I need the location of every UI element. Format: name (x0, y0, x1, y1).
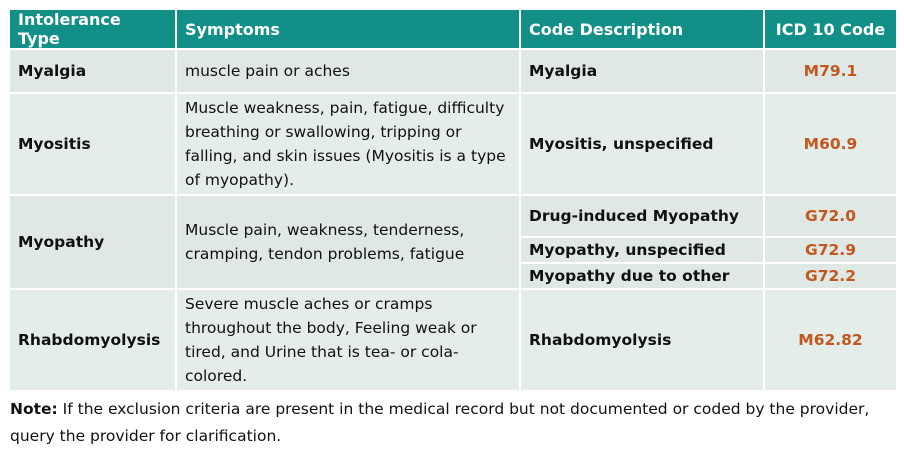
table-row-rhabdomyolysis (9, 289, 897, 391)
intolerance-type-cell: Myalgia (9, 49, 176, 93)
table-row-myalgia (9, 49, 897, 93)
icd-code-cell: G72.2 (764, 263, 897, 289)
code-description-cell: Myositis, unspecified (520, 93, 764, 195)
icd-code-cell: M60.9 (764, 93, 897, 195)
header-icd-code: ICD 10 Code (764, 9, 897, 49)
symptoms-cell: muscle pain or aches (176, 49, 520, 93)
note-label: Note: (10, 400, 58, 418)
symptoms-cell: Severe muscle aches or cramps throughout the body, Feeling weak or tired, and Urine that is tea- or cola-colored. (176, 289, 520, 391)
note-text: If the exclusion criteria are present in the medical record but not documented or coded by the provider, query the provider for clarification. (10, 400, 870, 445)
table-row-myositis (9, 93, 897, 195)
note-paragraph (8, 396, 896, 450)
header-symptoms: Symptoms (176, 9, 520, 49)
header-code-description: Code Description (520, 9, 764, 49)
code-description-cell: Myopathy, unspecified (520, 237, 764, 263)
intolerance-type-cell: Myositis (9, 93, 176, 195)
intolerance-code-document (8, 8, 896, 450)
code-description-cell: Drug-induced Myopathy (520, 195, 764, 237)
code-description-cell: Myopathy due to other (520, 263, 764, 289)
intolerance-type-cell: Rhabdomyolysis (9, 289, 176, 391)
code-description-cell: Myalgia (520, 49, 764, 93)
header-intolerance-type: Intolerance Type (9, 9, 176, 49)
intolerance-type-cell: Myopathy (9, 195, 176, 289)
icd-code-cell: G72.0 (764, 195, 897, 237)
icd-code-cell: M79.1 (764, 49, 897, 93)
table-row-myopathy (9, 195, 897, 237)
icd-code-table (8, 8, 898, 392)
code-description-cell: Rhabdomyolysis (520, 289, 764, 391)
table-header-row (9, 9, 897, 49)
icd-code-cell: M62.82 (764, 289, 897, 391)
icd-code-cell: G72.9 (764, 237, 897, 263)
symptoms-cell: Muscle weakness, pain, fatigue, difficulty breathing or swallowing, tripping or falling, and skin issues (Myositis is a type of myopathy). (176, 93, 520, 195)
symptoms-cell: Muscle pain, weakness, tenderness, cramping, tendon problems, fatigue (176, 195, 520, 289)
